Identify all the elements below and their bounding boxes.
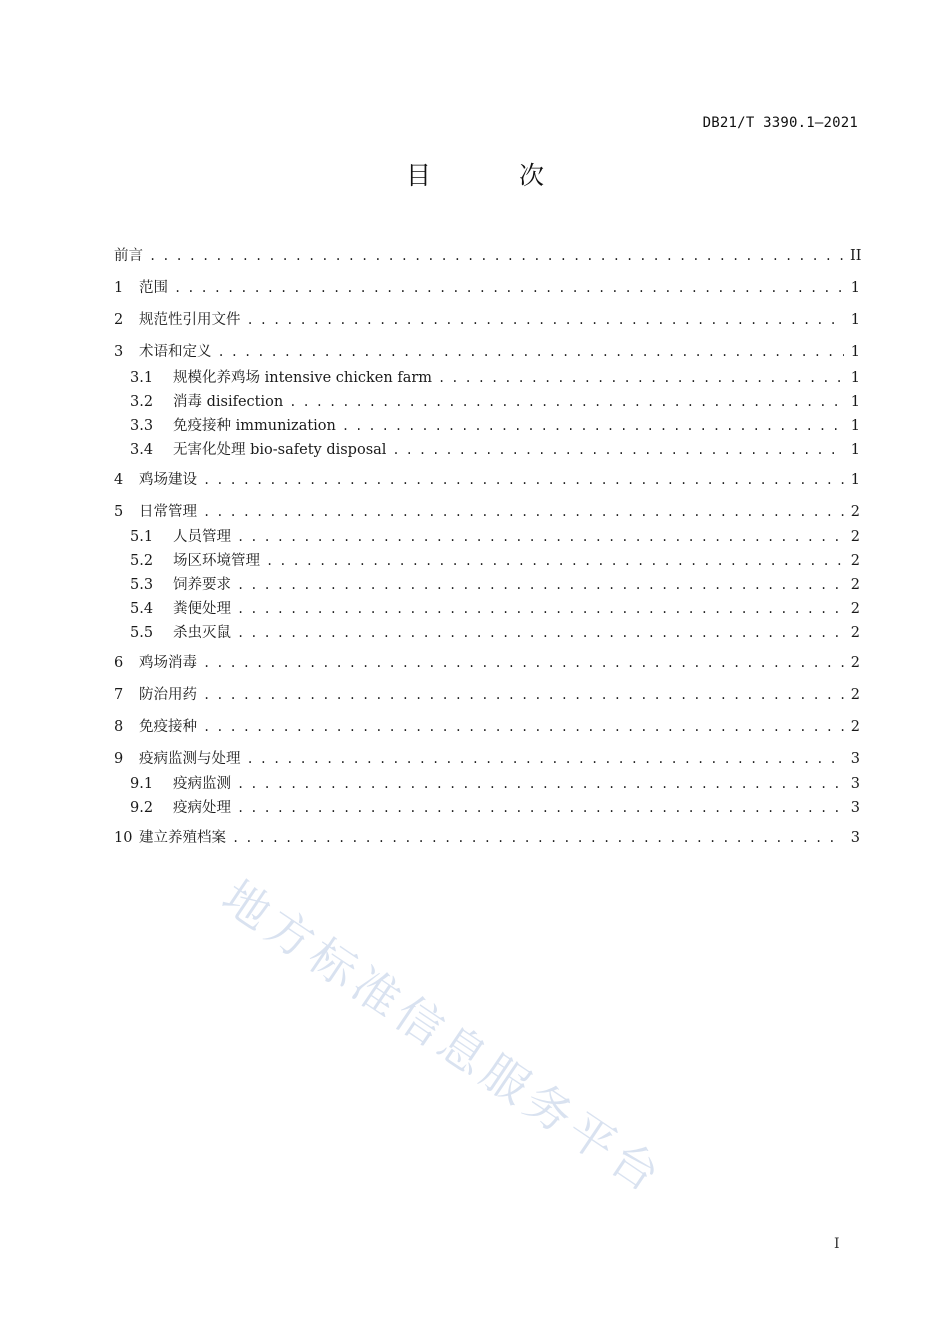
toc-entry-number: 5	[114, 504, 124, 520]
toc-entry-page: 2	[850, 625, 860, 641]
dot-leader	[247, 310, 845, 330]
toc-entry-label: 疫病监测	[173, 776, 231, 792]
toc-entry-page: 3	[850, 776, 860, 792]
toc-entry-label: 人员管理	[173, 529, 231, 545]
toc-entry-number: 5.3	[130, 577, 154, 593]
dot-leader	[266, 551, 844, 571]
toc-entry-label: 术语和定义	[139, 344, 212, 360]
toc-entry[interactable]	[114, 653, 860, 673]
toc-entry-number: 4	[114, 472, 124, 488]
toc-entry[interactable]	[114, 717, 860, 737]
toc-entry[interactable]	[114, 623, 860, 643]
toc-entry[interactable]	[114, 502, 860, 522]
toc-entry[interactable]	[114, 470, 860, 490]
toc-entry-number: 9.2	[130, 800, 154, 816]
dot-leader	[289, 392, 844, 412]
toc-entry-number: 3.4	[130, 442, 154, 458]
toc-entry-number: 2	[114, 312, 124, 328]
toc-entry-page: II	[850, 248, 862, 264]
toc-entry-page: 1	[850, 312, 860, 328]
toc-entry-page: 3	[850, 800, 860, 816]
toc-entry-number: 7	[114, 687, 124, 703]
dot-leader	[203, 685, 844, 705]
toc-entry[interactable]	[114, 828, 860, 848]
toc-entry-page: 1	[850, 280, 860, 296]
dot-leader	[174, 278, 844, 298]
toc-entry-page: 1	[850, 394, 860, 410]
toc-entry-number: 3.3	[130, 418, 154, 434]
toc-entry-label: 免疫接种 immunization	[173, 418, 336, 434]
toc-entry-label: 规模化养鸡场 intensive chicken farm	[173, 370, 433, 386]
dot-leader	[237, 527, 844, 547]
toc-entry-page: 2	[850, 687, 860, 703]
page-title: 目 次	[406, 161, 584, 190]
toc-entry-number: 5.1	[130, 529, 154, 545]
toc-entry[interactable]	[114, 392, 860, 412]
dot-leader	[342, 416, 844, 436]
toc-entry-label: 粪便处理	[173, 601, 231, 617]
dot-leader	[237, 798, 844, 818]
toc-entry-page: 2	[850, 577, 860, 593]
toc-entry[interactable]	[114, 798, 860, 818]
dot-leader	[392, 440, 844, 460]
toc-entry-page: 2	[850, 719, 860, 735]
dot-leader	[237, 774, 844, 794]
toc-entry-page: 1	[850, 418, 860, 434]
toc-entry[interactable]	[114, 416, 860, 436]
dot-leader	[149, 246, 844, 266]
toc-entry-label: 鸡场建设	[139, 472, 197, 488]
toc-entry-label: 消毒 disifection	[173, 394, 284, 410]
toc-entry-number: 8	[114, 719, 124, 735]
dot-leader	[237, 575, 844, 595]
toc-entry-number: 9.1	[130, 776, 154, 792]
toc-entry-page: 1	[850, 344, 860, 360]
toc-entry[interactable]	[114, 368, 860, 388]
toc-entry-number: 1	[114, 280, 124, 296]
toc-entry-label: 无害化处理 bio-safety disposal	[173, 442, 387, 458]
dot-leader	[203, 502, 844, 522]
toc-entry-number: 5.5	[130, 625, 154, 641]
toc-entry-page: 1	[850, 442, 860, 458]
toc-entry-number: 10	[114, 830, 133, 846]
toc-entry[interactable]	[114, 310, 860, 330]
toc-entry[interactable]	[114, 246, 860, 266]
dot-leader	[438, 368, 844, 388]
toc-entry-page: 3	[850, 830, 860, 846]
toc-entry[interactable]	[114, 551, 860, 571]
toc-entry-number: 3.2	[130, 394, 154, 410]
dot-leader	[203, 653, 844, 673]
toc-entry-page: 2	[850, 601, 860, 617]
toc-entry-page: 2	[850, 529, 860, 545]
toc-entry-number: 3.1	[130, 370, 154, 386]
dot-leader	[218, 342, 845, 362]
toc-entry-label: 疫病处理	[173, 800, 231, 816]
dot-leader	[237, 623, 844, 643]
dot-leader	[203, 717, 844, 737]
document-code: DB21/T 3390.1—2021	[702, 115, 858, 131]
toc-entry[interactable]	[114, 342, 860, 362]
toc-entry-label: 鸡场消毒	[139, 655, 197, 671]
toc-entry[interactable]	[114, 599, 860, 619]
toc-entry-label: 防治用药	[139, 687, 197, 703]
toc-entry-label: 建立养殖档案	[139, 830, 226, 846]
watermark: 地方标准信息服务平台	[212, 869, 675, 1206]
toc-entry-number: 5.2	[130, 553, 154, 569]
toc-entry[interactable]	[114, 749, 860, 769]
toc-entry[interactable]	[114, 440, 860, 460]
toc-entry-number: 3	[114, 344, 124, 360]
page-number: I	[834, 1236, 840, 1252]
toc-entry-label: 范围	[139, 280, 168, 296]
toc-entry[interactable]	[114, 575, 860, 595]
toc-entry-page: 3	[850, 751, 860, 767]
toc-entry-page: 1	[850, 472, 860, 488]
toc-entry-label: 饲养要求	[173, 577, 231, 593]
dot-leader	[232, 828, 844, 848]
dot-leader	[237, 599, 844, 619]
toc-entry-number: 6	[114, 655, 124, 671]
toc-entry-label: 日常管理	[139, 504, 197, 520]
toc-entry-label: 疫病监测与处理	[139, 751, 241, 767]
toc-entry-page: 2	[850, 504, 860, 520]
toc-entry-page: 2	[850, 553, 860, 569]
dot-leader	[247, 749, 845, 769]
toc-entry-label: 场区环境管理	[173, 553, 260, 569]
toc-entry[interactable]	[114, 527, 860, 547]
toc-entry-label: 前言	[114, 248, 143, 264]
toc-entry-label: 杀虫灭鼠	[173, 625, 231, 641]
toc-entry-number: 5.4	[130, 601, 154, 617]
toc-entry-label: 规范性引用文件	[139, 312, 241, 328]
toc-entry-number: 9	[114, 751, 124, 767]
toc-entry-page: 2	[850, 655, 860, 671]
toc-entry[interactable]	[114, 278, 860, 298]
toc-entry-label: 免疫接种	[139, 719, 197, 735]
toc-entry[interactable]	[114, 774, 860, 794]
toc-entry-page: 1	[850, 370, 860, 386]
toc-entry[interactable]	[114, 685, 860, 705]
dot-leader	[203, 470, 844, 490]
